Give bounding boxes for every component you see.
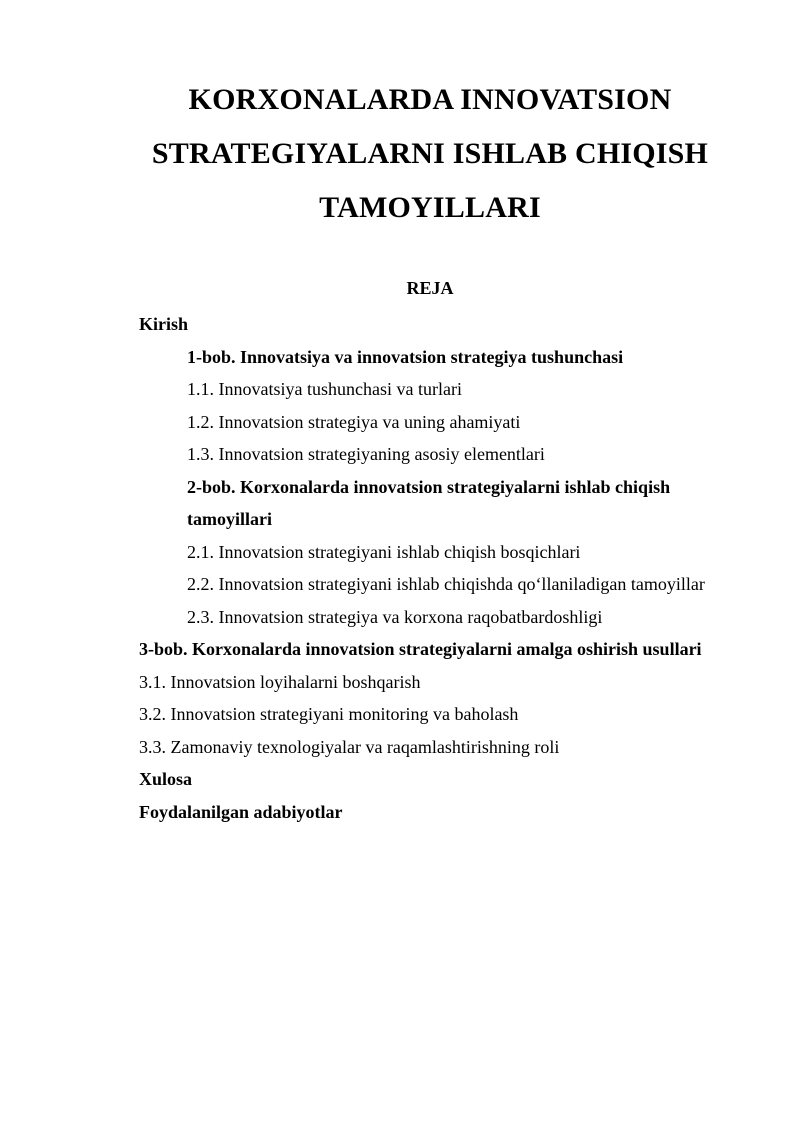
toc-section-1-1: 1.1. Innovatsiya tushunchasi va turlari — [187, 379, 462, 399]
toc-chapter-3: 3-bob. Korxonalarda innovatsion strategiyalarni amalga oshirish usullari — [139, 639, 702, 659]
toc-item-references: Foydalanilgan adabiyotlar — [139, 801, 343, 822]
toc-section-3-3: 3.3. Zamonaviy texnologiyalar va raqamlashtirishning roli — [139, 736, 560, 757]
plan-heading: REJA — [406, 278, 454, 298]
toc-section-2-2: 2.2. Innovatsion strategiyani ishlab chiqishda qo‘llaniladigan tamoyillar — [187, 574, 705, 594]
document-title — [100, 73, 760, 235]
toc-section-1-2: 1.2. Innovatsion strategiya va uning ahamiyati — [187, 411, 521, 432]
toc-section-3-1: 3.1. Innovatsion loyihalarni boshqarish — [139, 671, 421, 692]
table-of-contents — [139, 308, 739, 828]
toc-chapter-1: 1-bob. Innovatsiya va innovatsion strategiya tushunchasi — [187, 346, 624, 367]
toc-section-2-3: 2.3. Innovatsion strategiya va korxona raqobatbardoshligi — [187, 606, 603, 627]
title-line-3: TAMOYILLARI — [319, 191, 541, 224]
toc-section-1-3: 1.3. Innovatsion strategiyaning asosiy elementlari — [187, 444, 545, 464]
toc-item-conclusion: Xulosa — [139, 769, 193, 789]
toc-item-intro: Kirish — [139, 314, 189, 334]
title-line-2: STRATEGIYALARNI ISHLAB CHIQISH — [151, 137, 709, 170]
title-line-1: KORXONALARDA INNOVATSION — [188, 83, 672, 116]
toc-chapter-2-line-2: tamoyillari — [187, 509, 272, 529]
toc-chapter-2-line-1: 2-bob. Korxonalarda innovatsion strategiyalarni ishlab chiqish — [187, 476, 671, 497]
toc-section-2-1: 2.1. Innovatsion strategiyani ishlab chiqish bosqichlari — [187, 541, 581, 562]
toc-section-3-2: 3.2. Innovatsion strategiyani monitoring va baholash — [139, 704, 519, 724]
